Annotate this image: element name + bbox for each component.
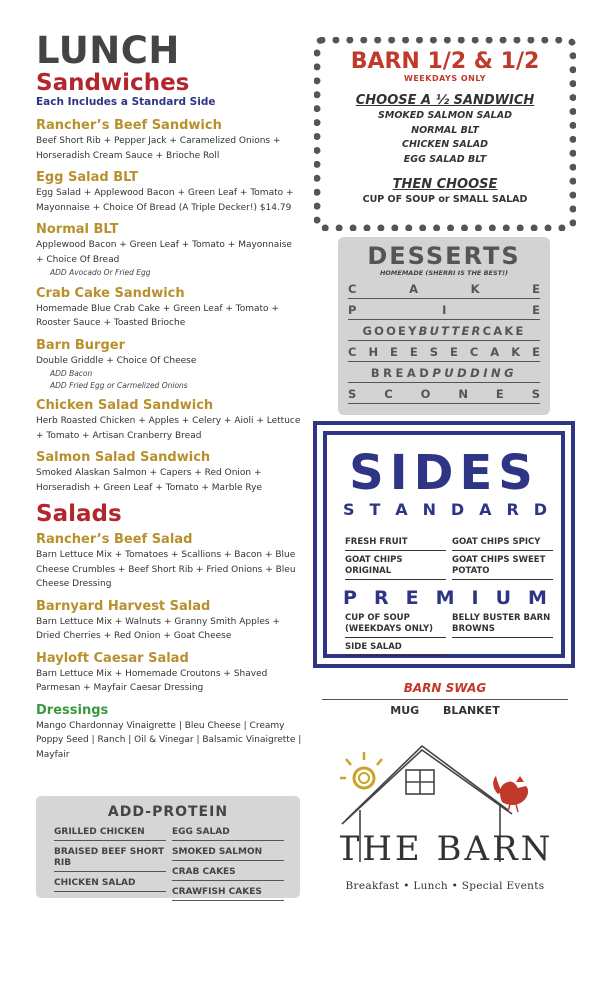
- side-option: FRESH FRUIT: [345, 537, 446, 551]
- sides-inner-frame: [323, 431, 565, 658]
- protein-option: EGG SALAD: [172, 826, 284, 841]
- protein-option: BRAISED BEEF SHORT RIB: [54, 846, 166, 872]
- item-name: Rancher’s Beef Sandwich: [36, 118, 222, 133]
- barn-half-subtitle: WEEKDAYS ONLY: [404, 74, 486, 83]
- protein-option: SMOKED SALMON: [172, 846, 284, 861]
- the-barn-logo: [340, 740, 550, 910]
- dessert-item-bread-pudding: BREAD PUDDING: [348, 362, 540, 383]
- swag-divider: [322, 699, 568, 700]
- item-addon: ADD Avocado Or Fried Egg: [50, 268, 151, 277]
- brand-name-text: THE BARN: [340, 829, 550, 869]
- item-description: Barn Lettuce Mix + Walnuts + Granny Smith Apples + Dried Cherries + Red Onion + Goat Cheese: [36, 616, 280, 641]
- menu-item: [36, 117, 302, 163]
- menu-item: [36, 285, 302, 331]
- dressings-heading: Dressings: [36, 702, 109, 718]
- sides-premium-label: P R E M I U M: [343, 587, 547, 609]
- swag-item: BLANKET: [443, 704, 500, 717]
- item-name: Barnyard Harvest Salad: [36, 598, 211, 614]
- desserts-subtitle: HOMEMADE (SHERRI IS THE BEST!): [379, 269, 509, 277]
- protein-option: CHICKEN SALAD: [54, 877, 166, 892]
- sandwiches-subheading: Each Includes a Standard Side: [36, 96, 216, 108]
- menu-item: [36, 650, 302, 696]
- lunch-title: LUNCH: [36, 29, 180, 72]
- half-option: SMOKED SALMON SALAD: [378, 110, 512, 121]
- item-name: Hayloft Caesar Salad: [36, 650, 189, 666]
- item-name: Crab Cake Sandwich: [36, 285, 185, 301]
- item-description: Herb Roasted Chicken + Apples + Celery + Aioli + Lettuce + Tomato + Artisan Cranberry Bread: [36, 416, 301, 441]
- dessert-item-pie: P I E: [348, 299, 540, 320]
- add-protein-box: [36, 796, 300, 898]
- protein-column-left: [54, 826, 166, 897]
- menu-item: [36, 449, 302, 495]
- side-option: GOAT CHIPS ORIGINAL: [345, 555, 446, 580]
- sides-standard-label: S T A N D A R D: [343, 500, 547, 519]
- swag-item: MUG: [390, 704, 420, 717]
- sides-title: SIDES: [349, 445, 539, 501]
- item-name: Normal BLT: [36, 222, 119, 237]
- salads-heading: Salads: [36, 501, 122, 527]
- item-name: Salmon Salad Sandwich: [36, 450, 211, 465]
- protein-option: CRAWFISH CAKES: [172, 886, 284, 901]
- half-option: NORMAL BLT: [411, 124, 479, 136]
- barn-half-title: BARN 1/2 & 1/2: [350, 49, 540, 74]
- side-option: GOAT CHIPS SPICY: [452, 537, 553, 551]
- protein-column-right: [172, 826, 284, 906]
- logo-tagline: Breakfast • Lunch • Special Events: [345, 880, 545, 892]
- item-description: Barn Lettuce Mix + Homemade Croutons + Shaved Parmesan + Mayfair Caesar Dressing: [36, 668, 268, 693]
- desserts-title: DESSERTS: [367, 242, 521, 270]
- protein-option: GRILLED CHICKEN: [54, 826, 166, 841]
- swag-list: [322, 704, 568, 717]
- item-description: Barn Lettuce Mix + Tomatoes + Scallions + Bacon + Blue Cheese Crumbles + Beef Short Rib + Fried Onions + Bleu Cheese Dressing: [36, 550, 296, 589]
- menu-item: [36, 169, 302, 215]
- add-protein-title: ADD-PROTEIN: [107, 804, 229, 820]
- dessert-item-gooey-butter-cake: GOOEY BUTTER CAKE: [348, 320, 540, 341]
- rooster-icon: [493, 776, 528, 812]
- lunch-menu: [36, 29, 302, 762]
- item-addon: ADD Fried Egg or Carmelized Onions: [50, 380, 188, 390]
- barn-half-and-half-box: [314, 37, 576, 231]
- half-option: CHICKEN SALAD: [401, 139, 489, 150]
- item-addon: ADD Bacon: [50, 369, 93, 378]
- desserts-box: [338, 237, 550, 415]
- side-option: CUP OF SOUP (WEEKDAYS ONLY): [345, 613, 446, 638]
- dessert-item-scones: S C O N E S: [348, 383, 540, 404]
- item-description: Homemade Blue Crab Cake + Green Leaf + Tomato + Rooster Sauce + Toasted Brioche: [36, 303, 279, 328]
- protein-option: CRAB CAKES: [172, 866, 284, 881]
- item-description: Egg Salad + Applewood Bacon + Green Leaf + Tomato + Mayonnaise + Choice Of Bread (A Triple Decker!) $14.79: [36, 188, 294, 213]
- side-option: GOAT CHIPS SWEET POTATO: [452, 555, 553, 580]
- barn-swag-title: BARN SWAG: [403, 681, 487, 695]
- dessert-item-cake: C A K E: [348, 278, 540, 299]
- side-option: BELLY BUSTER BARN BROWNS: [452, 613, 553, 638]
- dressings-list: Mango Chardonnay Vinaigrette | Bleu Cheese | Creamy Poppy Seed | Ranch | Oil & Vinegar | Balsamic Vinaigrette | Mayfair: [36, 720, 302, 760]
- premium-sides-grid: [345, 613, 553, 660]
- item-description: Smoked Alaskan Salmon + Capers + Red Onion + Horseradish + Green Leaf + Tomato + Marble Rye: [36, 468, 263, 493]
- side-option: SIDE SALAD: [345, 642, 446, 656]
- item-name: Barn Burger: [36, 337, 125, 353]
- sandwiches-heading: Sandwiches: [36, 70, 190, 96]
- barn-logo-graphic: [340, 740, 550, 880]
- sides-box: [313, 421, 575, 668]
- item-name: Egg Salad BLT: [36, 170, 139, 185]
- choose-half-sandwich-heading: CHOOSE A ½ SANDWICH: [355, 93, 535, 108]
- menu-item: [36, 598, 302, 644]
- sun-icon: [340, 752, 382, 788]
- menu-item: [36, 221, 302, 279]
- then-option: CUP OF SOUP or SMALL SALAD: [362, 194, 528, 205]
- standard-sides-grid: [345, 537, 553, 584]
- item-description: Applewood Bacon + Green Leaf + Tomato + Mayonnaise + Choice Of Bread: [36, 240, 292, 265]
- then-choose-heading: THEN CHOOSE: [392, 177, 498, 192]
- menu-item: [36, 531, 302, 592]
- menu-item: [36, 337, 302, 392]
- item-description: Double Griddle + Choice Of Cheese: [36, 355, 197, 366]
- half-option: EGG SALAD BLT: [403, 153, 487, 165]
- item-name: Rancher’s Beef Salad: [36, 532, 193, 547]
- dessert-item-cheesecake: C H E E S E C A K E: [348, 341, 540, 362]
- item-description: Beef Short Rib + Pepper Jack + Caramelized Onions + Horseradish Cream Sauce + Brioche Roll: [36, 136, 281, 161]
- menu-item: [36, 397, 302, 443]
- item-name: Chicken Salad Sandwich: [36, 398, 214, 413]
